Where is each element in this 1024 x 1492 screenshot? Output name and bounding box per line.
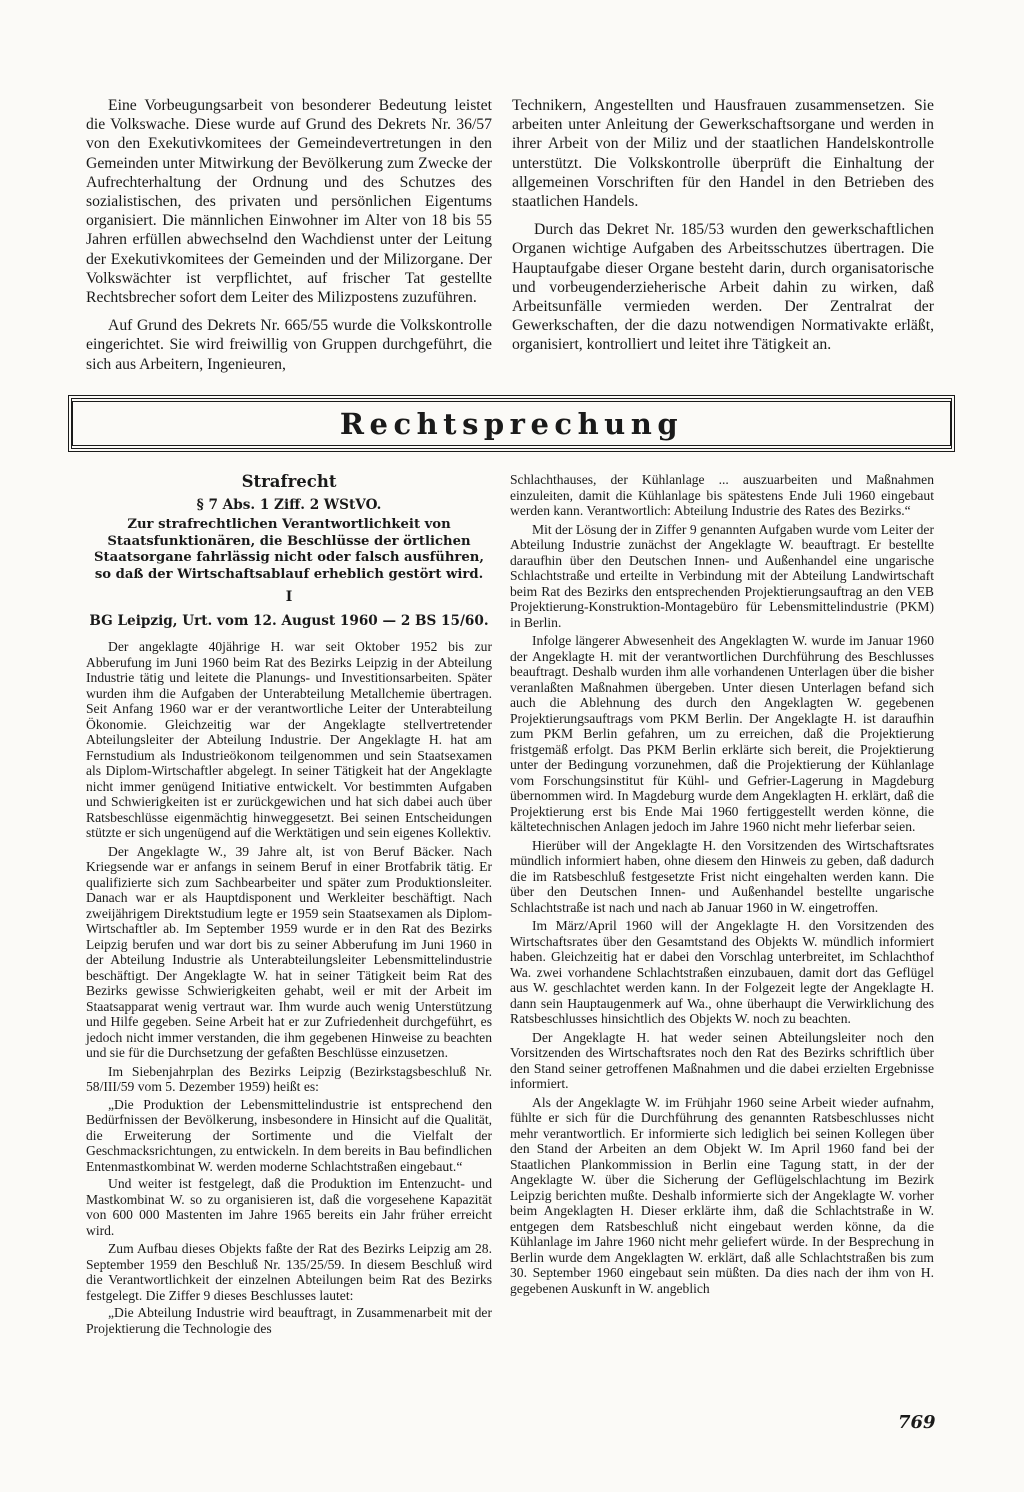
top-right-column (512, 96, 934, 355)
paragraph: Eine Vorbeugungsarbeit von besonderer Bedeutung leistet die Volkswache. Diese wurde auf Grund des Dekrets Nr. 36/57 von den Exekutivkomitees der Gemeindevertretungen in den Gemeinden unter Mitwirkung der Bevölkerung zum Zwecke der Aufrechterhaltung der Ordnung und des Schutzes des sozialistischen, des privaten und persönlichen Eigentums organisiert. Die männlichen Einwohner im Alter von 18 bis 55 Jahren erfüllen abwechselnd den Wachdienst unter der Leitung der Exekutivkomitees der Gemeinden und der Milizorgane. Der Volkswächter ist verpflichtet, auf frischer Tat gestellte Rechtsbrecher sofort dem Leiter des Milizpostens zuzuführen. (86, 97, 492, 307)
bottom-right-column (510, 472, 934, 1296)
top-left-column (86, 96, 492, 374)
section-banner (68, 395, 955, 452)
paragraph-reference: § 7 Abs. 1 Ziff. 2 WStVO. (196, 497, 382, 513)
section-banner-title: Rechtsprechung (339, 406, 684, 441)
page-number: 769 (898, 1412, 936, 1433)
paragraph: Und weiter ist festgelegt, daß die Produktion im Entenzucht- und Mastkombinat W. so zu organisieren ist, daß die vorgesehene Kapazität von 600 000 Mastenten im Jahre 1965 bereits ein Jahr früher erreicht wird. (86, 1176, 492, 1238)
case-citation: BG Leipzig, Urt. vom 12. August 1960 — 2 BS 15/60. (89, 613, 489, 629)
case-headnote: Zur strafrechtlichen Verantwortlichkeit von Staatsfunktionären, die Beschlüsse der örtlichen Staatsorgane fahrlässig nicht oder falsch ausführen, so daß der Wirtschaftsablauf erheblich gestört wird. (94, 517, 484, 582)
quotation: „Die Produktion der Lebensmittelindustrie ist entsprechend den Bedürfnissen der Bevölkerung, insbesondere in Hinsicht auf die Qualität, die Erweiterung der Sortimente und die Vielfalt der Geschmacksrichtungen, zu entwickeln. In dem bereits in Bau befindlichen Entenmastkombinat W. werden moderne Schlachtstraßen eingebaut.“ (86, 1096, 492, 1174)
paragraph: Der angeklagte 40jährige H. war seit Oktober 1952 bis zur Abberufung im Juni 1960 beim Rat des Bezirks Leipzig in der Abteilung Industrie tätig und leitete die Planungs- und Investitionsarbeiten. Später wurden ihm die Aufgaben der Unterabteilung Metallchemie übertragen. Seit Anfang 1960 war er der verantwortliche Leiter der Unterabteilung Ökonomie. Gleichzeitig war der Angeklagte stellvertretender Abteilungsleiter der Abteilung Industrie. Der Angeklagte H. hat am Fernstudium als Industrieökonom teilgenommen und sein Staatsexamen als Diplom-Wirtschaftler abgelegt. In seiner Tätigkeit hat der Angeklagte nicht immer genügend Initiative entwickelt. Vor bestimmten Aufgaben und Schwierigkeiten ist er zurückgewichen und hat sich dabei auch über Ratsbeschlüsse eigenmächtig hinweggesetzt. Bei seinen Entscheidungen stützte er sich ungenügend auf die Werktätigen und sein eigenes Kollektiv. (86, 639, 492, 840)
paragraph: Mit der Lösung der in Ziffer 9 genannten Aufgaben wurde vom Leiter der Abteilung Industrie zunächst der Angeklagte W. beauftragt. Er bestellte daraufhin über den Deutschen Innen- und Außenhandel eine ungarische Schlachtstraße und erteilte in Verbindung mit der Abteilung Landwirtschaft beim Rat des Bezirks den entsprechenden Projektierungsauftrag an den VEB Projektierung-Konstruktion-Montagebüro für Lebensmittelindustrie (PKM) in Berlin. (510, 521, 934, 630)
paragraph: Im Siebenjahrplan des Bezirks Leipzig (Bezirkstagsbeschluß Nr. 58/III/59 vom 5. Dezember 1959) heißt es: (86, 1063, 492, 1094)
paragraph: Der Angeklagte W., 39 Jahre alt, ist von Beruf Bäcker. Nach Kriegsende war er anfangs in seinem Beruf in einer Brotfabrik tätig. Er qualifizierte sich zum Sachbearbeiter und später zum Produktionsleiter. Danach war er als Hauptdisponent und Werkleiter beschäftigt. Nach zweijährigem Direktstudium legte er 1959 sein Staatsexamen als Diplom-Wirtschaftler ab. Im September 1959 wurde er in den Rat des Bezirks Leipzig berufen und war dort bis zu seiner Abberufung im Juni 1960 in der Abteilung Industrie als Unterabteilungsleiter Lebensmittelindustrie beschäftigt. Der Angeklagte W. hat in seiner Tätigkeit beim Rat des Bezirks gewisse Schwierigkeiten gehabt, weil er mit der Arbeit im Staatsapparat wenig vertraut war. Ihm wurde auch wenig Unterstützung und Hilfe gegeben. Seine Arbeit hat er zur Zufriedenheit durchgeführt, es jedoch nicht immer verstanden, die ihm gegebenen Hinweise zu beachten und sie für die Durchsetzung der gefaßten Beschlüsse einzusetzen. (86, 843, 492, 1060)
paragraph: Als der Angeklagte W. im Frühjahr 1960 seine Arbeit wieder aufnahm, fühlte er sich für die Durchführung des genannten Ratsbeschlusses nicht mehr verantwortlich. Er informierte sich lediglich bei seinen Kollegen über den Stand der Arbeiten an dem Objekt W. Im April 1960 fand bei der Staatlichen Plankommission in Berlin eine Tagung statt, in der der Angeklagte W. über die Sicherung der Geflügelschlachtung im Bezirk Leipzig berichten mußte. Deshalb informierte sich der Angeklagte W. vorher beim Angeklagten H. Dieser erklärte ihm, daß die Schlachtstraße in W. entgegen dem Ratsbeschluß nicht eingebaut werden könne, da die Kühlanlage im Jahre 1960 nicht mehr geliefert würde. In der Besprechung in Berlin wurde dem Angeklagten W. erklärt, daß alle Schlachtstraßen bis zum 30. September 1960 eingebaut sein müßten. Da dies nach der ihm von H. gegebenen Auskunft in W. angeblich (510, 1094, 934, 1296)
paragraph: Infolge längerer Abwesenheit des Angeklagten W. wurde im Januar 1960 der Angeklagte H. mit der verantwortlichen Durchführung des Beschlusses beauftragt. Deshalb wurden ihm alle vorhandenen Unterlagen über die bisher veranlaßten Maßnahmen übergeben. Unter diesen Unterlagen befand sich auch die Ablehnung des durch den Angeklagten W. gegebenen Projektierungsauftrags vom PKM Berlin. Der Angeklagte H. ist daraufhin zum PKM Berlin gefahren, um zu erreichen, daß die Projektierung fristgemäß erfolgt. Das PKM Berlin erklärte sich bereit, die Projektierung unter der Bedingung vorzunehmen, daß die Projektierung der Kühlanlage vom Forschungsinstitut für Kühl- und Gefrier-Lagerung in Magdeburg übernommen wird. In Magdeburg wurde dem Angeklagten H. erklärt, daß die Projektierung erst bis Ende Mai 1960 fertiggestellt werden könne, die kältetechnischen Anlagen jedoch im Jahre 1960 nicht mehr lieferbar seien. (510, 633, 934, 834)
paragraph: Schlachthauses, der Kühlanlage ... auszuarbeiten und Maßnahmen einzuleiten, damit die Kühlanlage bis spätestens Ende Juli 1960 eingebaut werden kann. Verantwortlich: Abteilung Industrie des Rates des Bezirks.“ (510, 472, 934, 518)
paragraph: Der Angeklagte H. hat weder seinen Abteilungsleiter noch den Vorsitzenden des Wirtschaftsrates noch den Rat des Bezirks schriftlich über den Stand seiner getroffenen Maßnahmen und die dabei erzielten Ergebnisse informiert. (510, 1029, 934, 1091)
paragraph: Technikern, Angestellten und Hausfrauen zusammensetzen. Sie arbeiten unter Anleitung der Gewerkschaftsorgane und werden in ihrer Arbeit von der Miliz und der staatlichen Handelskontrolle unterstützt. Die Volkskontrolle überprüft die Einhaltung der allgemeinen Vorschriften für den Handel in den Betrieben des staatlichen Handels. (512, 97, 934, 211)
bottom-left-column (86, 472, 492, 1338)
quotation: „Die Abteilung Industrie wird beauftragt, in Zusammenarbeit mit der Projektierung die Technologie des (86, 1305, 492, 1336)
paragraph: Auf Grund des Dekrets Nr. 665/55 wurde die Volkskontrolle eingerichtet. Sie wird freiwillig von Gruppen durchgeführt, die sich aus Arbeitern, Ingenieuren, (86, 317, 492, 373)
paragraph: Hierüber will der Angeklagte H. den Vorsitzenden des Wirtschaftsrates mündlich informiert haben, ohne diesem den Hinweis zu geben, daß dadurch die im Ratsbeschluß festgesetzte Frist nicht eingehalten werden kann. Die über den Deutschen Innen- und Außenhandel bestellte ungarische Schlachtstraße ist nach und nach ab Januar 1960 in W. eingetroffen. (510, 837, 934, 915)
paragraph: Durch das Dekret Nr. 185/53 wurden den gewerkschaftlichen Organen wichtige Aufgaben des Arbeitsschutzes übertragen. Die Hauptaufgabe dieser Organe besteht darin, durch organisatorische und vorbeugenderzieherische Arbeit dahin zu wirken, daß Arbeitsunfälle vermieden werden. Der Zentralrat der Gewerkschaften, der die dazu notwendigen Normativakte erläßt, organisiert, kontrolliert und leitet ihre Tätigkeit an. (512, 221, 934, 354)
paragraph: Im März/April 1960 will der Angeklagte H. den Vorsitzenden des Wirtschaftsrates über den Gesamtstand des Objekts W. mündlich informiert haben. Gleichzeitig hat er dabei den Vorschlag unterbreitet, im Schlachthof Wa. zwei vorhandene Schlachtstraßen einzubauen, damit dort das Geflügel aus W. geschlachtet werden kann. In der Folgezeit legte der Angeklagte H. dann sein Hauptaugenmerk auf Wa., ohne überhaupt die Verwirklichung des Ratsbeschlusses hinsichtlich des Objekts W. noch zu beachten. (510, 918, 934, 1026)
section-heading: Strafrecht (241, 472, 337, 491)
paragraph: Zum Aufbau dieses Objekts faßte der Rat des Bezirks Leipzig am 28. September 1959 den Beschluß Nr. 135/25/59. In diesem Beschluß wird die Verantwortlichkeit der einzelnen Abteilungen beim Rat des Bezirks festgelegt. Die Ziffer 9 dieses Beschlusses lautet: (86, 1241, 492, 1303)
roman-numeral: I (285, 589, 293, 605)
